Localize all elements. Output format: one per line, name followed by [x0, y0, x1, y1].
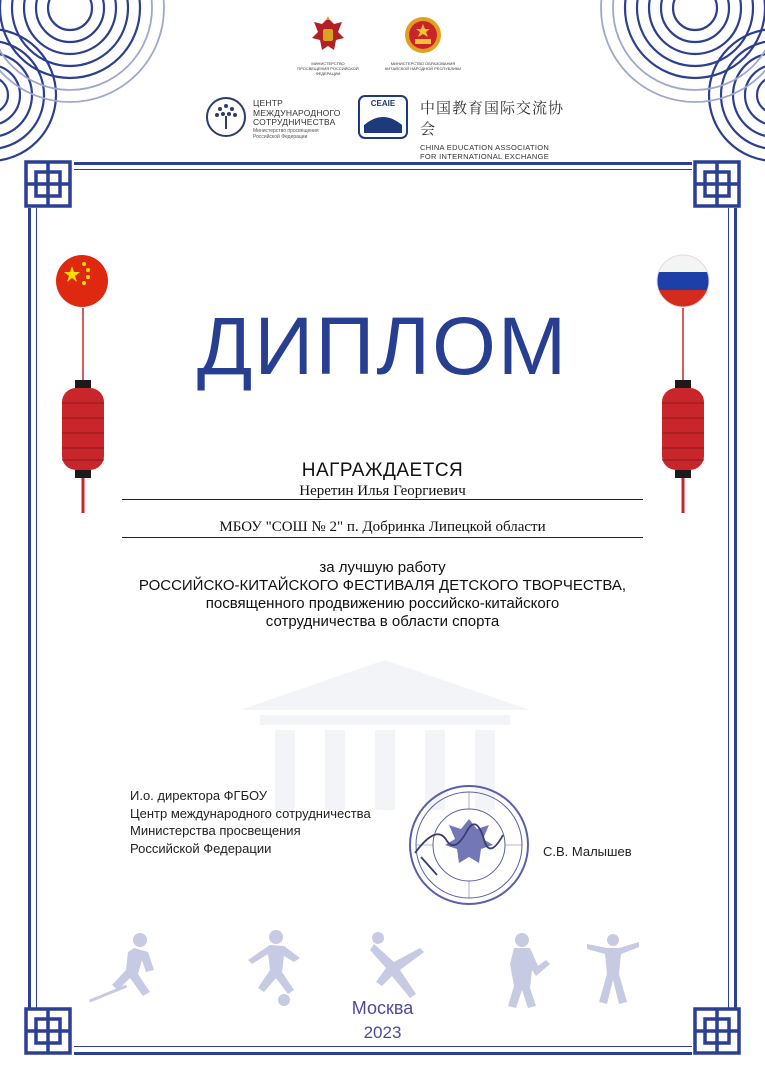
- athlete-silhouette-icon: [583, 928, 643, 1008]
- china-emblem-icon: [403, 14, 443, 56]
- frame-top-inner: [74, 169, 692, 170]
- frame-bottom-outer: [74, 1052, 692, 1055]
- reason-line-1: за лучшую работу: [319, 559, 446, 576]
- corner-circles-right: [565, 0, 765, 170]
- recipient-name: Неретин Илья Георгиевич: [299, 483, 466, 499]
- ornament-knot-icon: [22, 158, 74, 210]
- cea-en-line-1: CHINA EDUCATION ASSOCIATION: [420, 143, 550, 152]
- diploma-title: ДИПЛОМ: [196, 301, 569, 392]
- signature-line-2: Центр международного сотрудничества: [130, 805, 371, 821]
- ministry-ru-caption: МИНИСТЕРСТВО ПРОСВЕЩЕНИЯ РОССИЙСКОЙ ФЕДЕРАЦИИ: [297, 61, 359, 76]
- stamp-seal-icon: [407, 783, 531, 907]
- russia-emblem-icon: [308, 14, 348, 56]
- cea-chinese-name: 中国教育国际交流协会: [420, 99, 565, 138]
- cea-text-block: [420, 97, 570, 161]
- signature-line-1: И.о. директора ФГБОУ: [130, 788, 268, 803]
- cmc-sub-1: Министерство просвещения: [253, 128, 319, 134]
- ornament-knot-icon: [691, 158, 743, 210]
- reason-line-2: РОССИЙСКО-КИТАЙСКОГО ФЕСТИВАЛЯ ДЕТСКОГО ТВОРЧЕСТВА,: [138, 577, 627, 594]
- cmc-logo: [205, 96, 355, 140]
- signer-name: С.В. Малышев: [543, 844, 632, 859]
- reason-line-3: посвященного продвижению российско-китайского: [205, 595, 560, 612]
- cmc-sub-2: Российской Федерации: [253, 134, 308, 140]
- cmc-title: ЦЕНТР МЕЖДУНАРОДНОГО СОТРУДНИЧЕСТВА: [253, 98, 341, 127]
- tree-logo-icon: [205, 96, 247, 138]
- frame-top-outer: [74, 162, 692, 165]
- cea-en-line-2: FOR INTERNATIONAL EXCHANGE: [420, 152, 550, 161]
- ministry-china-logo: [384, 14, 462, 71]
- ministry-cn-caption: МИНИСТЕРСТВО ОБРАЗОВАНИЯ КИТАЙСКОЙ НАРОДНОЙ РЕСПУБЛИКИ: [384, 61, 462, 71]
- signature-line-3: Министерства просвещения: [130, 823, 301, 838]
- footer-year: 2023: [363, 1023, 402, 1042]
- footer-city: Москва: [351, 998, 414, 1018]
- awarded-label: НАГРАЖДАЕТСЯ: [301, 460, 464, 481]
- ceaie-logo: [358, 95, 410, 139]
- corner-circles-left: [0, 0, 200, 170]
- signature-title: [130, 787, 430, 857]
- ministry-russia-logo: [296, 14, 360, 76]
- ceaie-text: CEAIE: [370, 99, 396, 108]
- frame-bottom-inner: [74, 1046, 692, 1047]
- athlete-silhouette-icon: [360, 928, 440, 1008]
- school-name: МБОУ "СОШ № 2" п. Добринка Липецкой области: [219, 519, 546, 535]
- athlete-silhouette-icon: [88, 930, 178, 1005]
- recipient-underline: [122, 499, 643, 500]
- signature-line-4: Российской Федерации: [130, 840, 272, 856]
- athlete-silhouette-icon: [240, 928, 310, 1008]
- reason-line-4: сотрудничества в области спорта: [265, 613, 500, 630]
- school-underline: [122, 537, 643, 538]
